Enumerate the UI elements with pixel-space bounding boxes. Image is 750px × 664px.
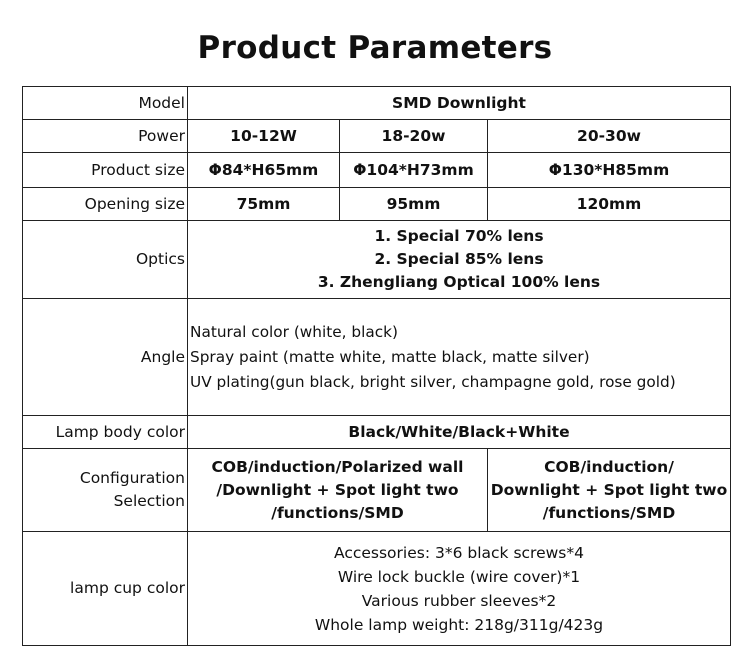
angle-line-2: Spray paint (matte white, matte black, matte silver) <box>190 347 590 366</box>
configuration-a-line-3: /functions/SMD <box>271 503 404 522</box>
configuration-a-line-1: COB/induction/Polarized wall <box>211 457 464 476</box>
cup-line-3: Various rubber sleeves*2 <box>361 591 557 610</box>
product-size-value-2: Φ104*H73mm <box>340 153 488 188</box>
configuration-label-line-2: Selection <box>113 492 185 510</box>
configuration-b-line-3: /functions/SMD <box>542 503 676 522</box>
parameters-table <box>22 86 731 646</box>
power-value-3: 20-30w <box>488 120 731 153</box>
cup-line-1: Accessories: 3*6 black screws*4 <box>334 543 584 562</box>
power-value-2: 18-20w <box>340 120 488 153</box>
configuration-a-line-2: /Downlight + Spot light two <box>216 480 459 499</box>
row-label-product-size: Product size <box>23 153 188 188</box>
row-label-optics: Optics <box>23 221 188 299</box>
cup-line-2: Wire lock buckle (wire cover)*1 <box>337 567 581 586</box>
table-row-model <box>23 87 731 120</box>
configuration-b-line-2: Downlight + Spot light two <box>490 480 728 499</box>
configuration-value-b <box>488 449 731 532</box>
row-label-power: Power <box>23 120 188 153</box>
row-label-angle: Angle <box>23 299 188 416</box>
row-label-lamp-body-color: Lamp body color <box>23 416 188 449</box>
opening-size-value-2: 95mm <box>340 188 488 221</box>
table-row-product-size <box>23 153 731 188</box>
model-value: SMD Downlight <box>188 87 731 120</box>
configuration-label-line-1: Configuration <box>79 469 185 487</box>
optics-value <box>188 221 731 299</box>
row-label-lamp-cup-color: lamp cup color <box>23 532 188 646</box>
angle-value <box>188 299 731 416</box>
table-row-lamp-body-color <box>23 416 731 449</box>
table-row-configuration <box>23 449 731 532</box>
table-row-optics <box>23 221 731 299</box>
row-label-opening-size: Opening size <box>23 188 188 221</box>
angle-line-3: UV plating(gun black, bright silver, champagne gold, rose gold) <box>190 372 676 391</box>
row-label-model: Model <box>23 87 188 120</box>
product-size-value-1: Φ84*H65mm <box>188 153 340 188</box>
configuration-value-a <box>188 449 488 532</box>
table-row-opening-size <box>23 188 731 221</box>
configuration-b-line-1: COB/induction/ <box>544 457 674 476</box>
optics-line-2: 2. Special 85% lens <box>374 250 544 268</box>
product-size-value-3: Φ130*H85mm <box>488 153 731 188</box>
angle-line-1: Natural color (white, black) <box>190 322 398 341</box>
optics-line-1: 1. Special 70% lens <box>374 227 544 245</box>
lamp-cup-color-value <box>188 532 731 646</box>
power-value-1: 10-12W <box>188 120 340 153</box>
table-row-power <box>23 120 731 153</box>
opening-size-value-3: 120mm <box>488 188 731 221</box>
table-row-lamp-cup-color <box>23 532 731 646</box>
table-row-angle <box>23 299 731 416</box>
opening-size-value-1: 75mm <box>188 188 340 221</box>
optics-line-3: 3. Zhengliang Optical 100% lens <box>317 273 601 291</box>
lamp-body-color-value: Black/White/Black+White <box>188 416 731 449</box>
cup-line-4: Whole lamp weight: 218g/311g/423g <box>314 615 604 634</box>
page-title: Product Parameters <box>197 30 553 66</box>
row-label-configuration <box>23 449 188 532</box>
